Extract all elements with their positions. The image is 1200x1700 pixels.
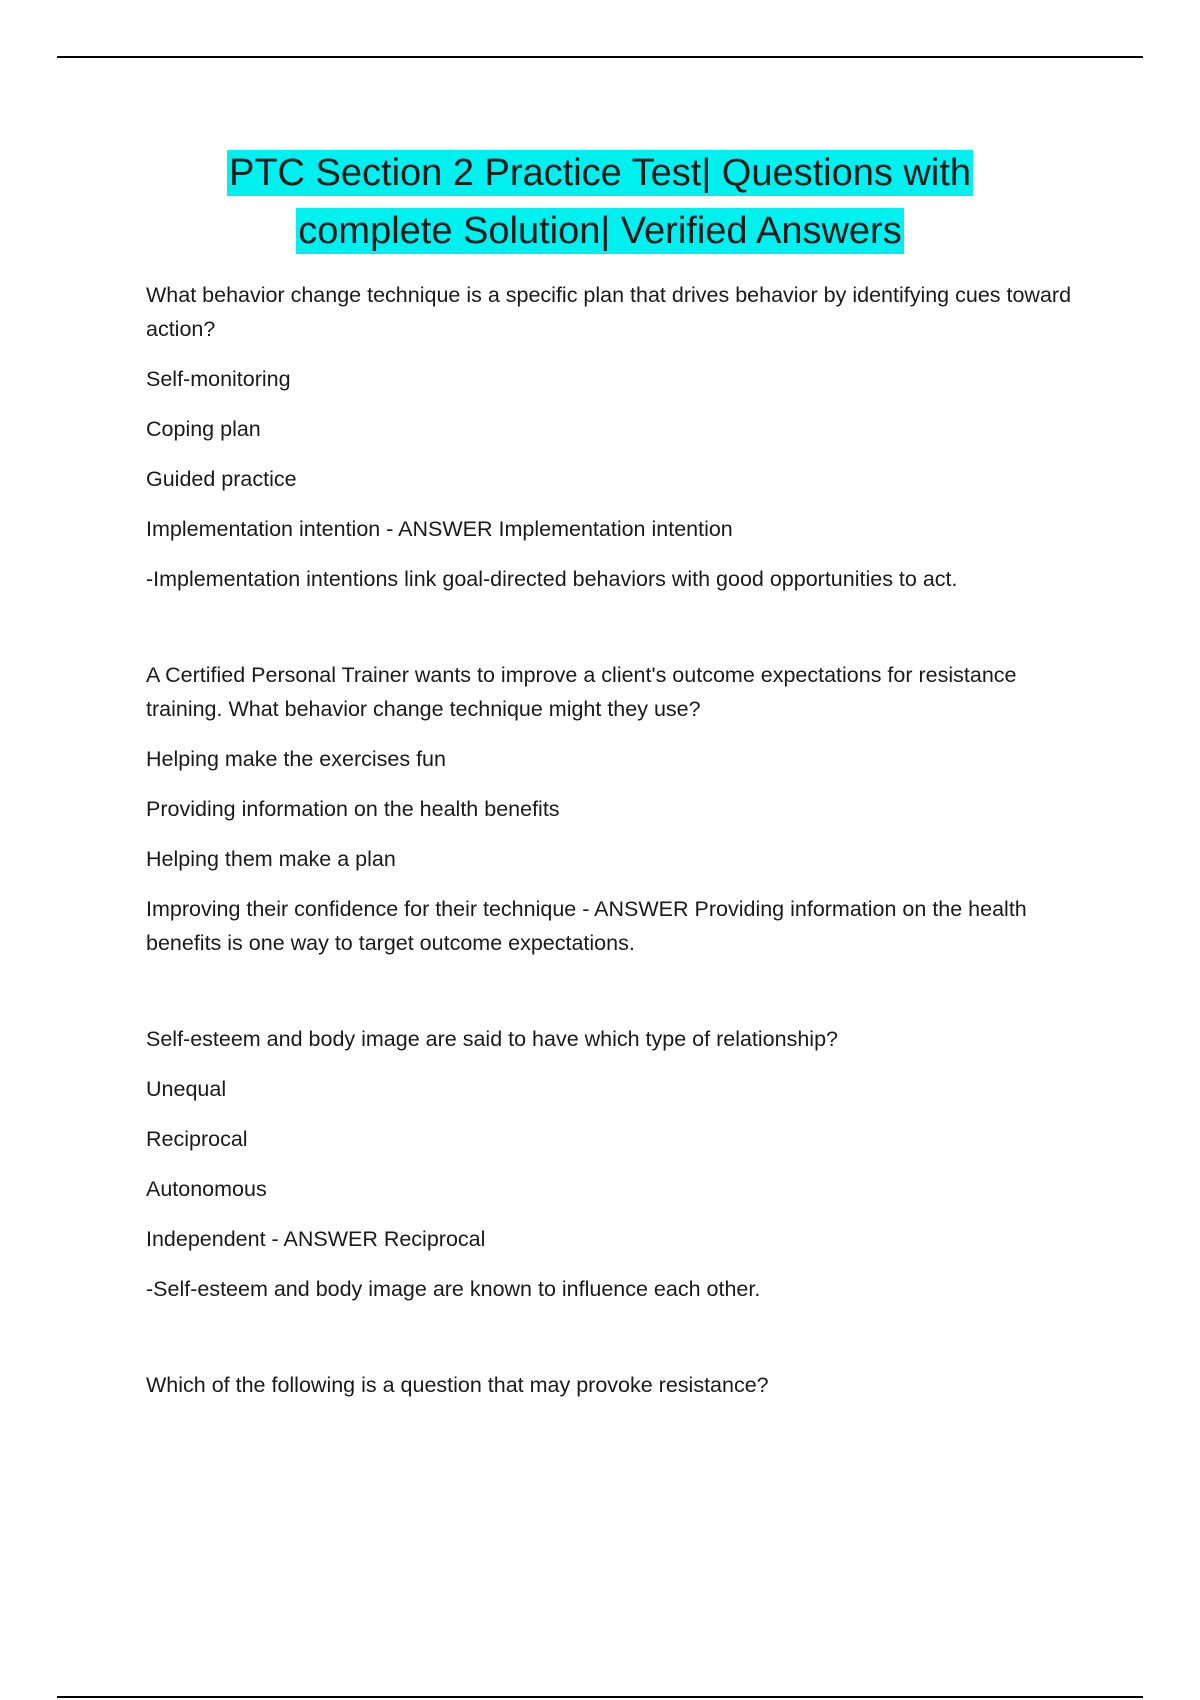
- document-body: [146, 278, 1096, 1418]
- question-text: A Certified Personal Trainer wants to improve a client's outcome expectations for resistance training. What behavior change technique might they use?: [146, 663, 1017, 721]
- answer-option: Providing information on the health benefits: [146, 797, 560, 821]
- answer-option: Unequal: [146, 1077, 227, 1101]
- header-rule: [57, 56, 1143, 58]
- answer-option: Coping plan: [146, 417, 261, 441]
- document-title: [0, 144, 1200, 260]
- answer-option: Helping them make a plan: [146, 847, 396, 871]
- answer-explanation: -Implementation intentions link goal-directed behaviors with good opportunities to act.: [146, 567, 958, 591]
- answer-explanation: -Self-esteem and body image are known to influence each other.: [146, 1277, 761, 1301]
- question-text: What behavior change technique is a specific plan that drives behavior by identifying cues toward action?: [146, 283, 1072, 341]
- answer-option: Self-monitoring: [146, 367, 291, 391]
- answer-option: Reciprocal: [146, 1127, 248, 1151]
- answer-option: Implementation intention - ANSWER Implementation intention: [146, 517, 733, 541]
- answer-option: Autonomous: [146, 1177, 267, 1201]
- answer-option: Independent - ANSWER Reciprocal: [146, 1227, 486, 1251]
- answer-option: Guided practice: [146, 467, 297, 491]
- title-line-1: PTC Section 2 Practice Test| Questions with: [228, 152, 972, 194]
- title-line-2: complete Solution| Verified Answers: [298, 210, 902, 252]
- question-block-2: [146, 658, 1096, 960]
- question-block-4: [146, 1368, 1096, 1402]
- question-text: Self-esteem and body image are said to have which type of relationship?: [146, 1027, 838, 1051]
- answer-option: Helping make the exercises fun: [146, 747, 446, 771]
- question-text: Which of the following is a question that may provoke resistance?: [146, 1373, 769, 1397]
- question-block-3: [146, 1022, 1096, 1306]
- question-block-1: [146, 278, 1096, 596]
- footer-rule: [57, 1696, 1143, 1698]
- answer-option: Improving their confidence for their technique - ANSWER Providing information on the health benefits is one way to target outcome expectations.: [146, 897, 1027, 955]
